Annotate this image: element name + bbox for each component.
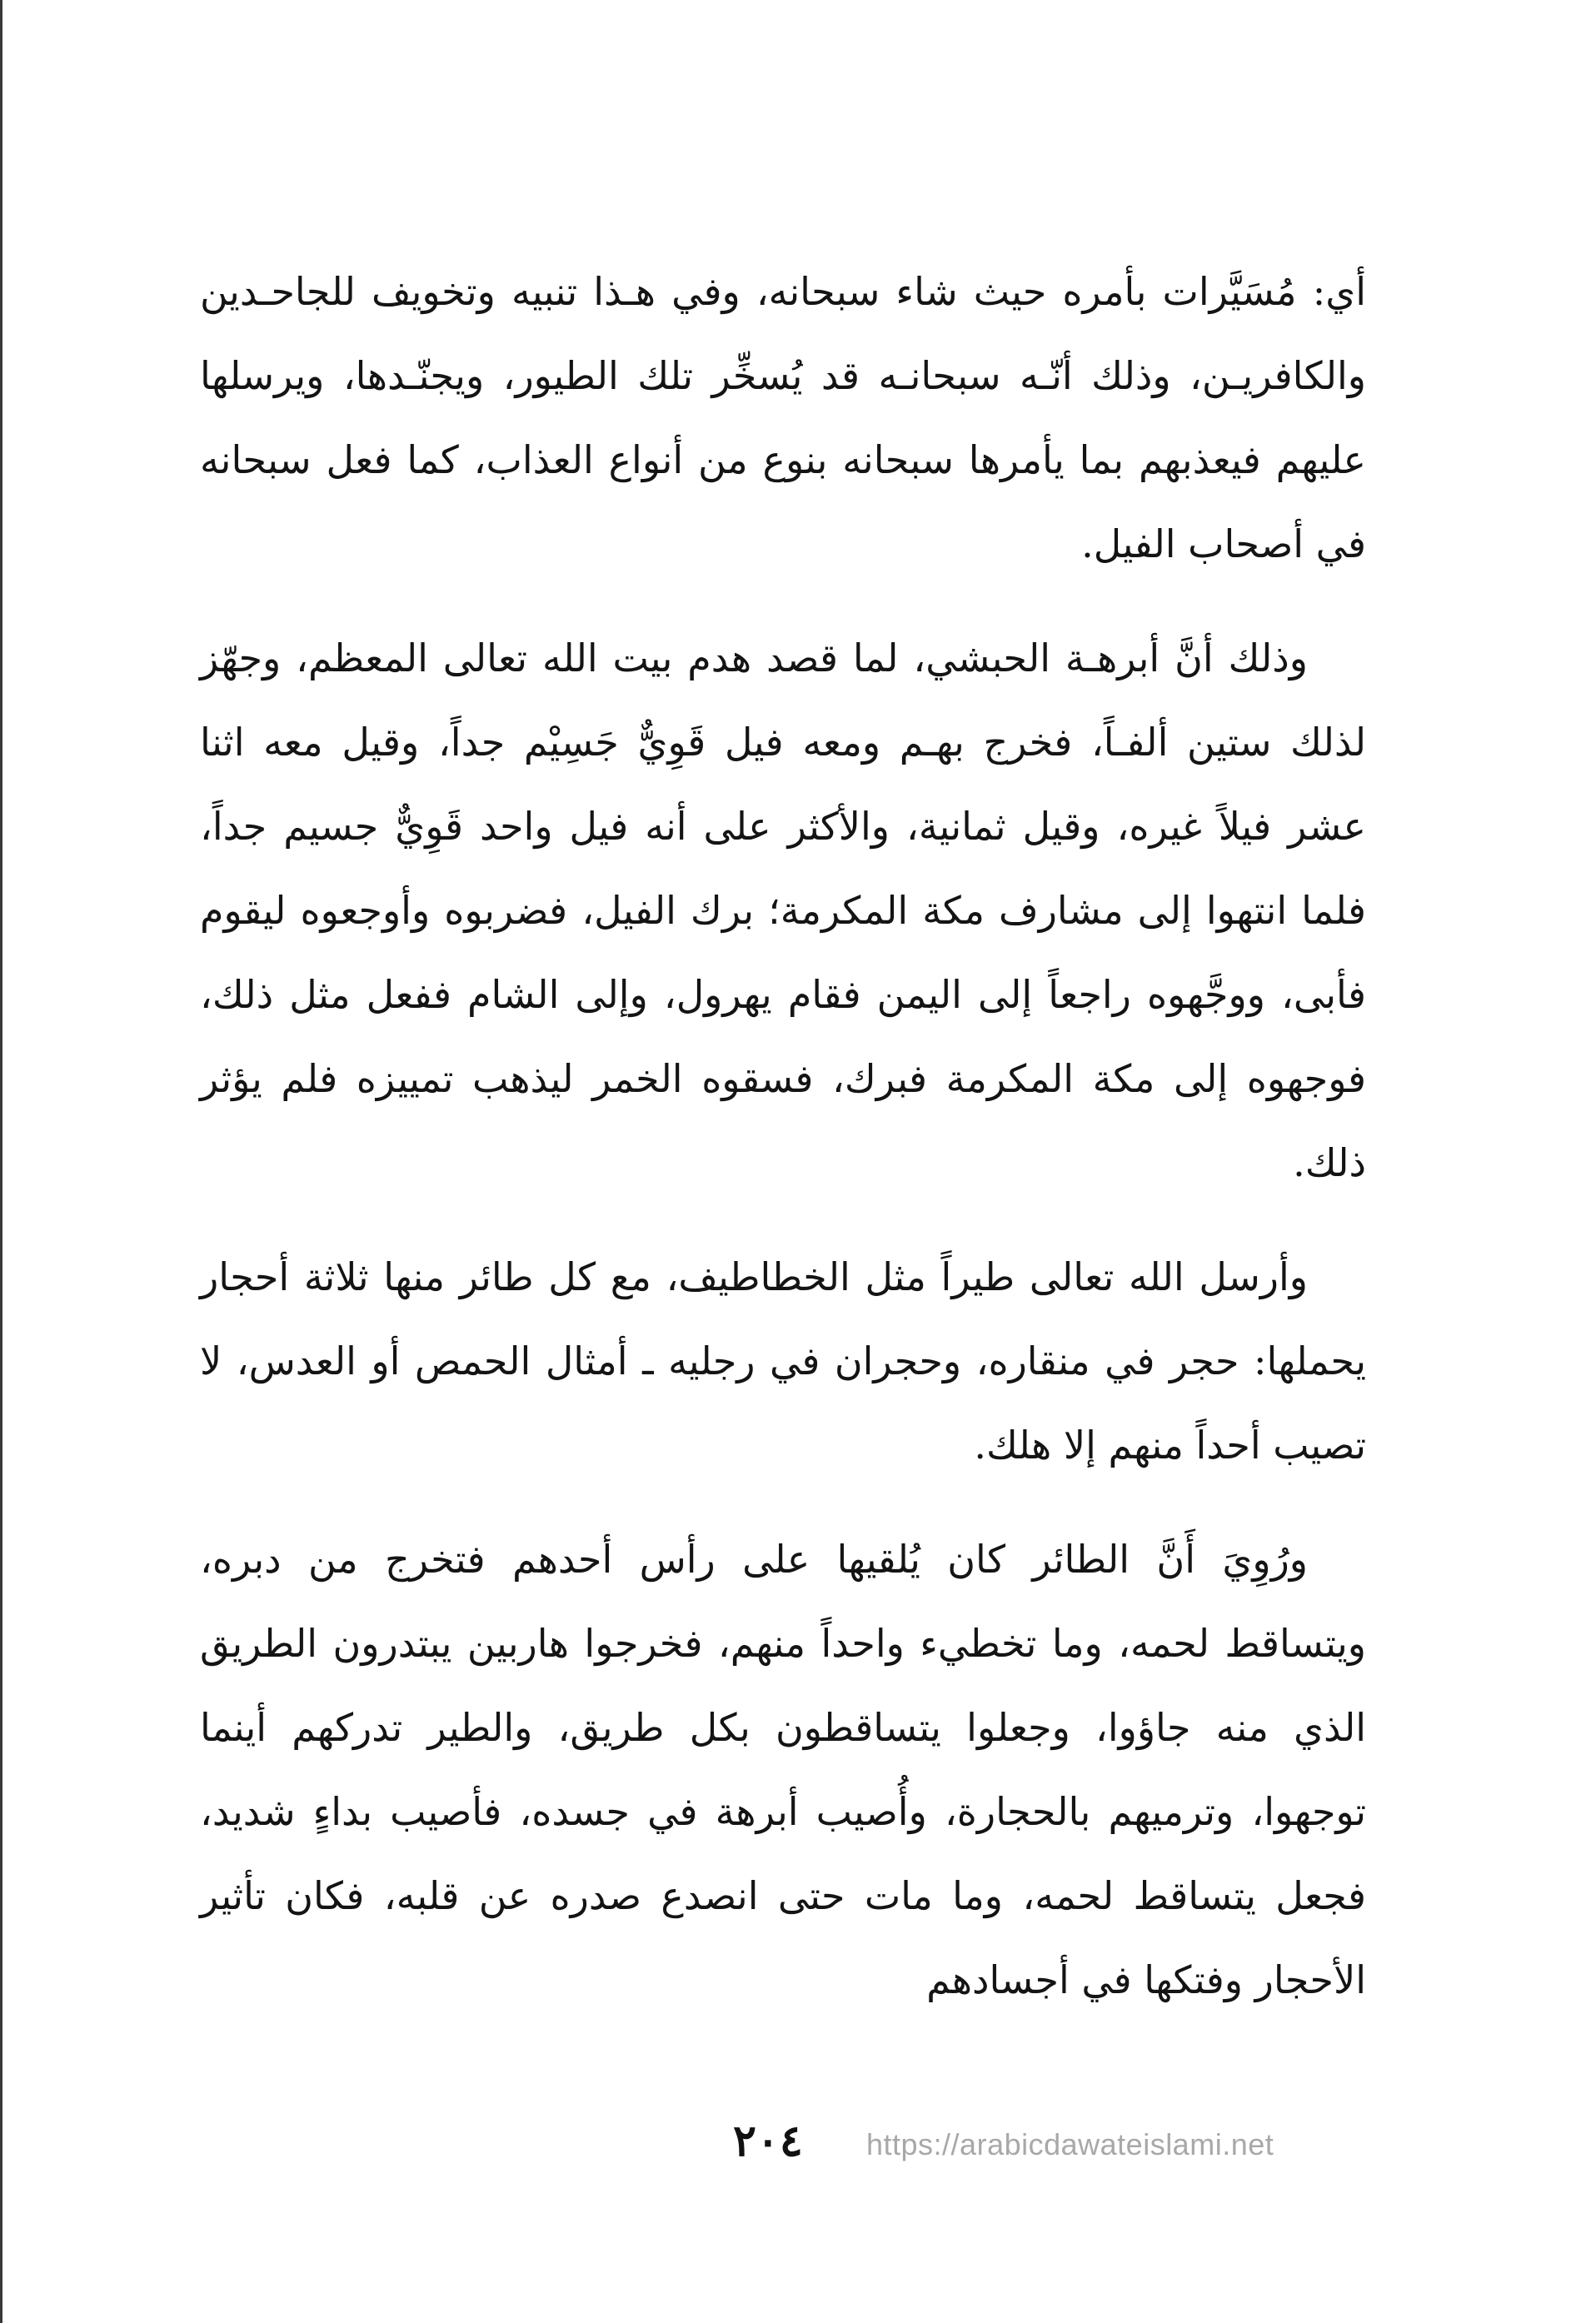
paragraph-2: وذلك أنَّ أبرهـة الحبشي، لما قصد هدم بيت الله تعالى المعظم، وجهّز لذلك ستين ألفـاً، فخرج بهـم ومعه فيل قَوِيٌّ جَسِيْم جداً، وقيل معه اثنا عشر فيلاً غيره، وقيل ثمانية، والأكثر على أنه فيل واحد قَوِيٌّ جسيم جداً، فلما انتهوا إلى مشارف مكة المكرمة؛ برك الفيل، فضربوه وأوجعوه ليقوم فأبى، ووجَّهوه راجعاً إلى اليمن فقام يهرول، وإلى الشام ففعل مثل ذلك، فوجهوه إلى مكة المكرمة فبرك، فسقوه الخمر ليذهب تمييزه فلم يؤثر ذلك. xyxy=(200,636,1366,1185)
page-footer xyxy=(0,2116,1596,2182)
page-number: ٢٠٤ xyxy=(733,2116,803,2166)
paragraph-4: ورُوِيَ أَنَّ الطائر كان يُلقيها على رأس أحدهم فتخرج من دبره، ويتساقط لحمه، وما تخطيء واحداً منهم، فخرجوا هاربين يبتدرون الطريق الذي منه جاؤوا، وجعلوا يتساقطون بكل طريق، والطير تدركهم أينما توجهوا، وترميهم بالحجارة، وأُصيب أبرهة في جسده، فأصيب بداءٍ شديد، فجعل يتساقط لحمه، وما مات حتى انصدع صدره عن قلبه، فكان تأثير الأحجار وفتكها في أجسادهم xyxy=(200,1537,1366,2002)
watermark-url: https://arabicdawateislami.net xyxy=(866,2127,1274,2161)
scan-edge-line xyxy=(0,0,2,2323)
paragraph-3: وأرسل الله تعالى طيراً مثل الخطاطيف، مع كل طائر منها ثلاثة أحجار يحملها: حجر في منقاره، وحجران في رجليه ـ أمثال الحمص أو العدس، لا تصيب أحداً منهم إلا هلك. xyxy=(200,1254,1366,1468)
body-text xyxy=(200,250,1366,2052)
paragraph-1: أي: مُسَيَّرات بأمره حيث شاء سبحانه، وفي هـذا تنبيه وتخويف للجاحـدين والكافريـن، وذلك أنّـه سبحانـه قد يُسخِّر تلك الطيور، ويجنّـدها، ويرسلها عليهم فيعذبهم بما يأمرها سبحانه بنوع من أنواع العذاب، كما فعل سبحانه في أصحاب الفيل. xyxy=(200,269,1366,566)
